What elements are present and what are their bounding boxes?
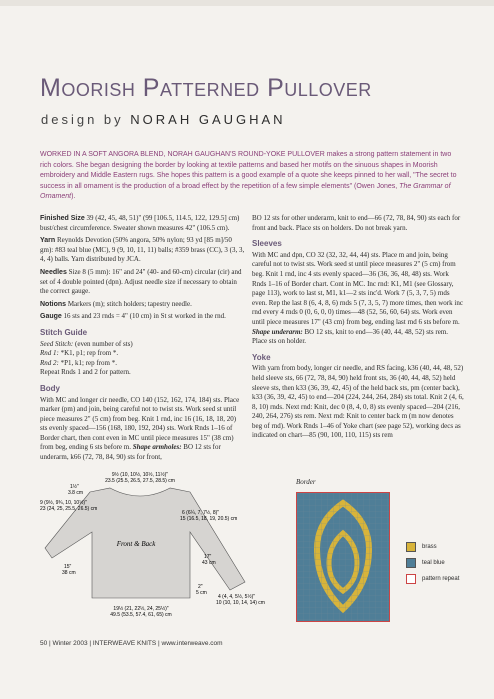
rnd2-text: *P1, k1; rep from *. — [60, 358, 117, 367]
design-by-label: design by — [41, 112, 124, 127]
notions-label: Notions — [40, 300, 67, 308]
seed-label: Seed Stitch: — [40, 339, 74, 348]
sleeves-heading: Sleeves — [252, 239, 282, 249]
right-column — [252, 214, 464, 444]
gauge-label: Gauge — [40, 313, 62, 321]
sweater-schematic — [40, 470, 280, 620]
chart-title: Border — [296, 478, 316, 486]
border-grid — [296, 492, 390, 622]
rib-depth-cm: 5 cm — [196, 590, 207, 596]
legend-item — [406, 574, 466, 584]
sleeve-length-cm: 43 cm — [202, 560, 216, 566]
yoke-text: With yarn from body, longer cir needle, and RS facing, k36 (40, 44, 48, 52) held sleeve sts, 66 (72, 78, 84, 90) held front sts, 36 (40, 44, 48, 52) held sleeve sts, then k33 (36, 39, 42, 45) of the held back sts, pm (center back), k33 (36, 39, 42, 45) to end—204 (224, 244, 264, 284) sts total. Knit 2 (4, 6, 8, 10) rnds. Next rnd: Knit, dec 0 (8, 4, 0, 8) sts evenly spaced—204 (216, 240, 264, 276) sts rem. Next rnd: Knit to center back m (m now denotes beg of rnd). Work Rnds 1–46 of Yoke chart (see page 52), working decs as indicated on chart—85 (90, 100, 110, 115) sts rem — [252, 364, 464, 440]
yoke-heading: Yoke — [252, 352, 271, 362]
shoulder-cm: 23 (24, 25, 25.5, 26.5) cm — [40, 506, 98, 512]
intro-end: ). — [71, 193, 76, 200]
sleeve-length: 17" — [204, 554, 212, 560]
shape-armholes-label: Shape armholes: — [132, 443, 182, 452]
body-text — [40, 396, 245, 463]
shoulder: 9 (9½, 9¾, 10, 10½)" — [40, 500, 87, 506]
stitch-guide-heading: Stitch Guide — [40, 327, 88, 337]
needles — [40, 268, 245, 297]
shape-underarm-label: Shape underarm: — [252, 327, 303, 336]
yarn-label: Yarn — [40, 237, 56, 245]
legend-item — [406, 542, 466, 552]
schematic-svg — [40, 470, 280, 620]
neck-depth-cm: 3.8 cm — [68, 490, 84, 496]
legend-label: teal blue — [422, 560, 445, 566]
yoke-depth-cm: 15 (16.5, 18, 19, 20.5) cm — [180, 516, 238, 522]
notions — [40, 300, 245, 310]
top-rule — [0, 0, 494, 6]
designer-line — [41, 112, 286, 127]
yarn — [40, 236, 245, 265]
finished-label: Finished Size — [40, 215, 85, 222]
needles-label: Needles — [40, 268, 67, 276]
chart-legend — [406, 542, 466, 590]
legend-label: brass — [422, 544, 437, 550]
left-column — [40, 214, 245, 466]
seed-stitch — [40, 340, 245, 350]
legend-label: pattern repeat — [422, 576, 460, 582]
needles-text: Size 8 (5 mm): 16" and 24" (40- and 60-cm) circular (cir) and set of 4 double pointed (dpn). Adjust needle size if necessary to obtain the correct gauge. — [40, 267, 242, 296]
rnd-1 — [40, 349, 245, 359]
page-title: Moorish Patterned Pullover — [40, 74, 372, 102]
notions-text: Markers (m); stitch holders; tapestry needle. — [67, 299, 192, 308]
neck-depth: 1½" — [70, 484, 79, 490]
body-length: 15" — [64, 564, 72, 570]
brass-swatch — [406, 542, 416, 552]
yoke-depth: 6 (6¼, 7, 7½, 8)" — [182, 510, 220, 516]
shape-armholes-text: BO 12 sts for underarm, k66 (72, 78, 84, 90) sts for front, — [40, 443, 221, 462]
page-footer: 50 | Winter 2003 | INTERWEAVE KNITS | www.interweave.com — [40, 640, 223, 647]
bottom-width-cm: 49.5 (53.5, 57.4, 61, 65) cm — [110, 612, 172, 618]
top-width-cm: 23.5 (25.5, 26.5, 27.5, 28.5) cm — [105, 478, 175, 484]
cuff-width: 4 (4, 4, 5½, 5½)" — [218, 594, 256, 600]
border-grid-svg — [297, 493, 389, 621]
intro-text: WORKED IN A SOFT ANGORA BLEND, NORAH GAUGHAN'S ROUND-YOKE PULLOVER makes a strong pattern statement in two rich colors. She began designing the border by looking at textile patterns and based her motifs on the sinuous shapes in Moorish embroidery and Middle Eastern rugs. She hopes this pattern is a good example of a quote she keeps pinned to her wall, "The secret to success in all ornament is the production of a broad effect by the repetition of a few simple elements" (Owen Jones, — [40, 151, 457, 190]
teal-swatch — [406, 558, 416, 568]
body-continued: BO 12 sts for other underarm, knit to end—66 (72, 78, 84, 90) sts each for front and back. Place sts on holders. Do not break yarn. — [252, 214, 461, 232]
body-instructions: With MC and longer cir needle, CO 140 (152, 162, 174, 184) sts. Place marker (pm) and join, being careful not to twist sts. Work seed st until piece measures 2" (5 cm) from beg. Knit 1 rnd, inc 16 (16, 18, 18, 20) sts evenly spaced—156 (168, 180, 192, 204) sts. Work Rnds 1–16 of Border chart, then cont even in MC until piece measures 15" (38 cm) from beg, ending 6 sts before m. — [40, 395, 240, 452]
rnd-2 — [40, 359, 245, 369]
designer-name: NORAH GAUGHAN — [130, 112, 286, 127]
gauge — [40, 312, 245, 322]
rib-depth: 2" — [198, 584, 203, 590]
grid-lines — [297, 493, 389, 621]
rnd1-label: Rnd 1: — [40, 349, 59, 358]
body-heading: Body — [40, 383, 60, 393]
schematic-label: Front & Back — [116, 540, 156, 548]
finished-text: 39 (42, 45, 48, 51)" (99 [106.5, 114.5, 122, 129.5] cm) bust/chest circumference. Sweater shown measures 42" (106.5 cm). — [40, 214, 240, 232]
sleeves-instructions: With MC and dpn, CO 32 (32, 32, 44, 44) sts. Place m and join, being careful not to twist sts. Work seed st until piece measures 2" (5 cm) from beg. Knit 1 rnd, inc 4 sts evenly spaced—36 (36, 36, 48, 48) sts. Work Rnds 1–16 of Border chart. Cont in MC. Inc rnd: K1, M1 (see Glossary, page 113), work to last st, M1, k1—2 sts inc'd. Work 7 (5, 3, 7, 5) rnds even. Rep the last 8 (6, 4, 8, 6) rnds 5 (7, 3, 5, 7) more times, then work inc rnd every 4 rnds 0 (0, 6, 0, 0) times—48 (52, 56, 60, 64) sts. Work even until piece measures 17" (43 cm) from beg, ending last rnd 6 sts before m. — [252, 250, 463, 326]
border-chart — [296, 478, 466, 622]
rnd2-label: Rnd 2: — [40, 358, 59, 367]
finished-size — [40, 214, 245, 233]
repeat-swatch — [406, 574, 416, 584]
yarn-text: Reynolds Devotion (50% angora, 50% nylon; 93 yd [85 m]/50 gm): #83 teal blue (MC), 9 (9, 10, 11, 11) balls; #359 brass (CC), 3 (3, 3, 4, 4) balls. Yarn distributed by JCA. — [40, 236, 245, 264]
intro-paragraph — [40, 150, 460, 203]
shape-underarm-text: BO 12 sts, knit to end—36 (40, 44, 48, 52) sts rem. Place sts on holder. — [252, 327, 449, 346]
bottom-width: 19½ (21, 22½, 24, 25½)" — [113, 606, 169, 612]
gauge-text: 16 sts and 23 rnds = 4" (10 cm) in St st worked in the rnd. — [63, 312, 226, 321]
seed-text: (even number of sts) — [75, 339, 133, 348]
repeat-note: Repeat Rnds 1 and 2 for pattern. — [40, 368, 131, 377]
intro-book: The Grammar of Ornament — [40, 182, 451, 200]
cuff-width-cm: 10 (10, 10, 14, 14) cm — [216, 600, 265, 606]
sleeves-text — [252, 251, 464, 347]
legend-item — [406, 558, 466, 568]
body-length-cm: 38 cm — [62, 570, 76, 576]
top-width: 9½ (10, 10½, 10½, 11½)" — [111, 472, 169, 478]
rnd1-text: *K1, p1; rep from *. — [60, 349, 119, 358]
